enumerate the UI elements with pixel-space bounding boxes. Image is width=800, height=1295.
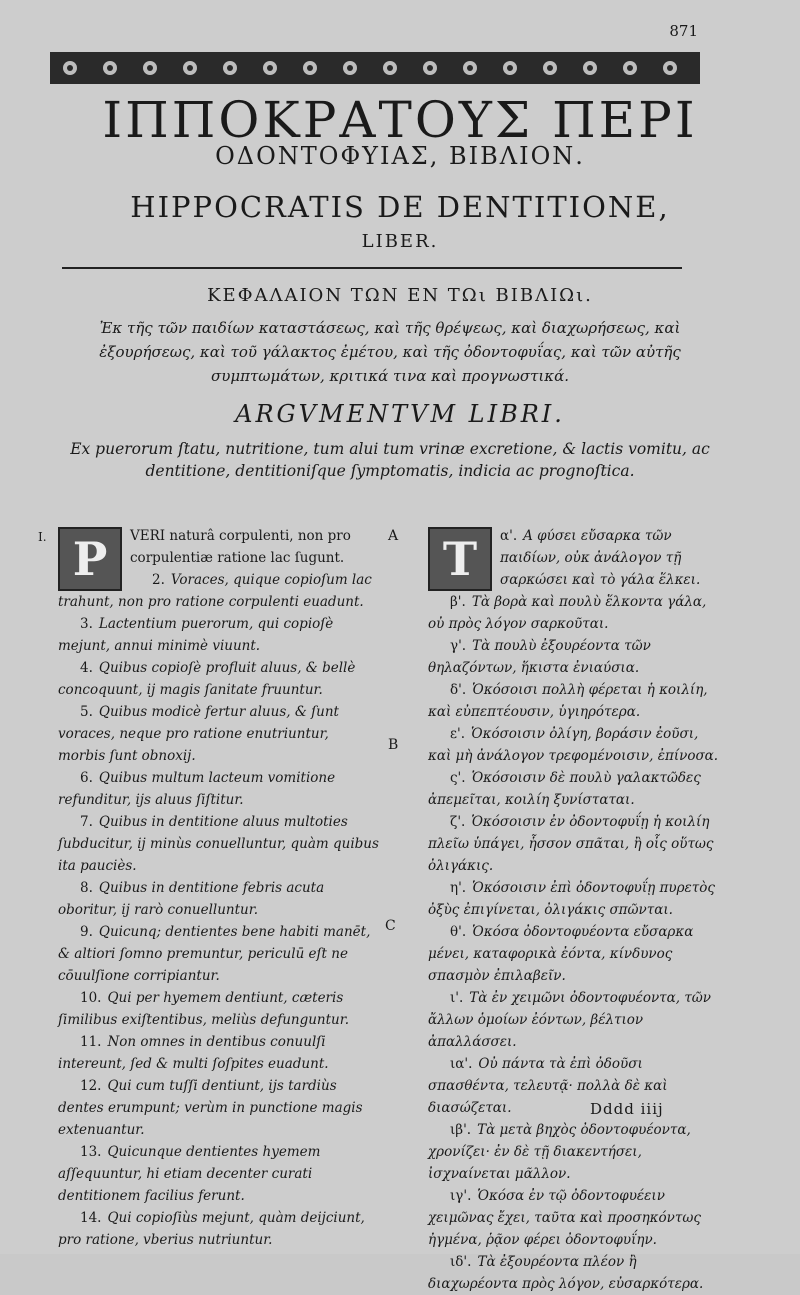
aphorism-number: ε'.: [450, 726, 465, 742]
aphorism-number: ζ'.: [450, 814, 466, 830]
aphorism-text: Voraces, quique copioſum lac trahunt, non pro ratione corpulenti euadunt.: [58, 572, 372, 610]
greek-aphorism: [428, 679, 720, 723]
latin-aphorism: [58, 1141, 380, 1207]
margin-marker-a: A: [388, 528, 399, 544]
aphorism-text: Quicunq; dentientes bene habiti manēt, & altiori ſomno premuntur, periculū eſt ne cōuulſione corripiantur.: [58, 924, 371, 984]
aphorism-text: Ὁκόσοισι πολλὴ φέρεται ἡ κοιλίη, καὶ εὐπεπτέουσιν, ὑγιηρότερα.: [428, 682, 708, 720]
aphorism-number: 11.: [80, 1034, 102, 1050]
aphorism-text: Quibus multum lacteum vomitione refunditur, ijs aluus ſiſtitur.: [58, 770, 336, 808]
title-greek-sub: ΟΔΟΝΤΟΦΥΙΑΣ, ΒΙΒΛΙΟΝ.: [215, 142, 585, 170]
title-latin-sub: LIBER.: [361, 231, 439, 252]
latin-aphorism: [58, 613, 380, 657]
decorative-headpiece: [50, 52, 700, 84]
aphorism-text: Quibus copioſè profluit aluus, & bellè concoquunt, ij magis ſanitate fruuntur.: [58, 660, 356, 698]
aphorism-number: 4.: [80, 660, 93, 676]
aphorism-number: γ'.: [450, 638, 467, 654]
aphorism-text: Τὰ βορὰ καὶ πουλὺ ἕλκοντα γάλα, οὐ πρὸς λόγον σαρκοῦται.: [428, 594, 707, 632]
latin-aphorism: [58, 657, 380, 701]
latin-aphorisms-column: [58, 525, 380, 1251]
latin-aphorism: [58, 921, 380, 987]
section-number: I.: [38, 530, 47, 544]
greek-aphorism: [428, 1185, 720, 1251]
title-latin-main: HIPPOCRATIS DE DENTITIONE,: [130, 190, 670, 224]
latin-aphorism: [58, 811, 380, 877]
aphorism-number: 14.: [80, 1210, 102, 1226]
kefalaion-heading: ΚΕΦΑΛΑΙΟΝ ΤΩΝ ΕΝ ΤΩι ΒΙΒΛΙΩι.: [207, 285, 593, 306]
title-divider: [62, 267, 682, 269]
aphorism-number: ιγ'.: [450, 1188, 472, 1204]
greek-aphorisms-column: [428, 525, 720, 1295]
aphorism-number: 5.: [80, 704, 93, 720]
aphorism-text: Τὰ πουλὺ ἐξουρέοντα τῶν θηλαζόντων, ἥκιστα ἐνιαύσια.: [428, 638, 651, 676]
aphorism-text: Qui cum tuſſi dentiunt, ijs tardiùs dentes erumpunt; verùm in punctione magis extenuantur.: [58, 1078, 363, 1138]
latin-aphorism: [58, 1031, 380, 1075]
aphorism-number: 9.: [80, 924, 93, 940]
margin-marker-b: B: [388, 737, 399, 753]
signature-mark: Dddd iiij: [590, 1100, 664, 1118]
latin-aphorism: [58, 1207, 380, 1251]
aphorism-number: 6.: [80, 770, 93, 786]
aphorism-number: 10.: [80, 990, 102, 1006]
latin-aphorism: [58, 525, 380, 586]
greek-aphorism: [428, 591, 720, 635]
aphorism-number: ς'.: [450, 770, 466, 786]
greek-aphorism: [428, 811, 720, 877]
aphorism-text: Qui copioſiùs mejunt, quàm deijciunt, pro ratione, vberius nutriuntur.: [58, 1210, 365, 1248]
aphorism-number: ιδ'.: [450, 1254, 472, 1270]
latin-aphorism: [58, 877, 380, 921]
aphorism-text: Non omnes in dentibus conuulſi intereunt, ſed & multi ſoſpites euadunt.: [58, 1034, 329, 1072]
latin-aphorism: [58, 701, 380, 767]
aphorism-text: Α φύσει εὔσαρκα τῶν παιδίων, οὐκ ἀνάλογον τῇ σαρκώσει καὶ τὸ γάλα ἕλκει.: [500, 528, 701, 588]
aphorism-text: Ὁκόσοισιν δὲ πουλὺ γαλακτῶδες ἀπεμεῖται, κοιλίη ξυνίσταται.: [428, 770, 701, 808]
aphorism-number: β'.: [450, 594, 466, 610]
greek-aphorism: [428, 921, 720, 987]
aphorism-number: 3.: [80, 616, 93, 632]
aphorism-number: ιβ'.: [450, 1122, 472, 1138]
latin-aphorism: [58, 1075, 380, 1141]
aphorism-text: Ὁκόσοισιν ἐν ὀδοντοφυΐῃ ἡ κοιλίη πλεῖω ὑπάγει, ἧσσον σπᾶται, ἢ οἷς οὕτως ὀλιγάκις.: [428, 814, 714, 874]
greek-aphorism: [428, 767, 720, 811]
greek-aphorism: [428, 723, 720, 767]
aphorism-text: Quibus in dentitione febris acuta oboritur, ij rarò conuelluntur.: [58, 880, 325, 918]
aphorism-text: Τὰ ἐν χειμῶνι ὀδοντοφυέοντα, τῶν ἄλλων ὁμοίων ἐόντων, βέλτιον ἀπαλλάσσει.: [428, 990, 712, 1050]
aphorism-number: θ'.: [450, 924, 467, 940]
margin-marker-c: C: [385, 918, 396, 934]
aphorism-text: Ὁκόσοισιν ὀλίγη, βοράσιν ἐοῦσι, καὶ μὴ ἀνάλογον τρεφομένοισιν, ἐπίνοσα.: [428, 726, 719, 764]
aphorism-number: 12.: [80, 1078, 102, 1094]
title-greek-main: ΙΠΠΟΚΡΑΤΟΥΣ ΠΕΡΙ: [102, 91, 698, 149]
aphorism-number: 7.: [80, 814, 93, 830]
aphorism-text: Quibus in dentitione aluus multoties ſubducitur, ij minùs conuelluntur, quàm quibus ita pauciès.: [58, 814, 379, 874]
greek-aphorism: [428, 987, 720, 1053]
aphorism-number: η'.: [450, 880, 467, 896]
aphorism-text: Ὁκόσοισιν ἐπὶ ὀδοντοφυΐῃ πυρετὸς ὀξὺς ἐπιγίνεται, ὀλιγάκις σπῶνται.: [428, 880, 715, 918]
aphorism-number: ια'.: [450, 1056, 473, 1072]
greek-aphorism: [428, 877, 720, 921]
page-number: 871: [669, 22, 698, 40]
aphorism-number: ι'.: [450, 990, 464, 1006]
greek-aphorism: [428, 635, 720, 679]
aphorism-text: Οὐ πάντα τὰ ἐπὶ ὀδοῦσι σπασθέντα, τελευτᾷ· πολλὰ δὲ καὶ διασώζεται.: [428, 1056, 668, 1116]
aphorism-text: Quicunque dentientes hyemem aſſequuntur, hi etiam decenter curati dentitionem facilius ferunt.: [58, 1144, 321, 1204]
argumentum-heading: ARGVMENTVM LIBRI.: [235, 400, 565, 428]
aphorism-number: 2.: [152, 572, 165, 588]
aphorism-text: VERI naturâ corpulenti, non pro corpulentiæ ratione lac ſugunt.: [130, 528, 351, 566]
greek-summary: Ἐκ τῆς τῶν παιδίων καταστάσεως, καὶ τῆς θρέψεως, καὶ διαχωρήσεως, καὶ ἐξουρήσεως, καὶ τοῦ γάλακτος ἐμέτου, καὶ τῆς ὀδοντοφυΐας, καὶ τῶν αὐτῆς συμπτωμάτων, κριτικά τινα καὶ προγνωστικά.: [99, 319, 681, 385]
aphorism-text: Quibus modicè fertur aluus, & ſunt voraces, neque pro ratione enutriuntur, morbis ſunt obnoxij.: [58, 704, 339, 764]
greek-aphorism: [428, 1053, 720, 1119]
headpiece-ornament-icon: [50, 52, 700, 84]
aphorism-text: Τὰ μετὰ βηχὸς ὀδοντοφυέοντα, χρονίζει· ἐν δὲ τῇ διακεντήσει, ἰσχναίνεται μᾶλλον.: [428, 1122, 691, 1182]
drop-cap: Τ: [428, 527, 492, 591]
drop-cap: P: [58, 527, 122, 591]
aphorism-number: α'.: [500, 528, 518, 544]
aphorism-text: Lactentium puerorum, qui copioſè mejunt, annui minimè viuunt.: [58, 616, 334, 654]
latin-summary: Ex puerorum ſtatu, nutritione, tum alui tum vrinæ excretione, & lactis vomitu, ac dentitione, dentitioniſque ſymptomatis, indicia ac prognoſtica.: [70, 440, 710, 480]
greek-aphorism: [428, 525, 720, 591]
aphorism-number: δ'.: [450, 682, 467, 698]
aphorism-number: 8.: [80, 880, 93, 896]
aphorism-text: Ὁκόσα ὀδοντοφυέοντα εὔσαρκα μένει, καταφορικὰ ἐόντα, κίνδυνος σπασμὸν ἐπιλαβεῖν.: [428, 924, 694, 984]
greek-aphorism: [428, 1251, 720, 1295]
latin-aphorism: [58, 987, 380, 1031]
aphorism-text: Ὁκόσα ἐν τῷ ὀδοντοφυέειν χειμῶνας ἔχει, ταῦτα καὶ προσηκόντως ἠγμένα, ῥᾷον φέρει ὀδοντοφυΐην.: [428, 1188, 701, 1248]
aphorism-text: Qui per hyemem dentiunt, cæteris ſimilibus exiſtentibus, meliùs defunguntur.: [58, 990, 350, 1028]
greek-aphorism: [428, 1119, 720, 1185]
latin-aphorism: [58, 767, 380, 811]
aphorism-text: Τὰ ἐξουρέοντα πλέον ἢ διαχωρέοντα πρὸς λόγον, εὐσαρκότερα.: [428, 1254, 704, 1292]
aphorism-number: 13.: [80, 1144, 102, 1160]
